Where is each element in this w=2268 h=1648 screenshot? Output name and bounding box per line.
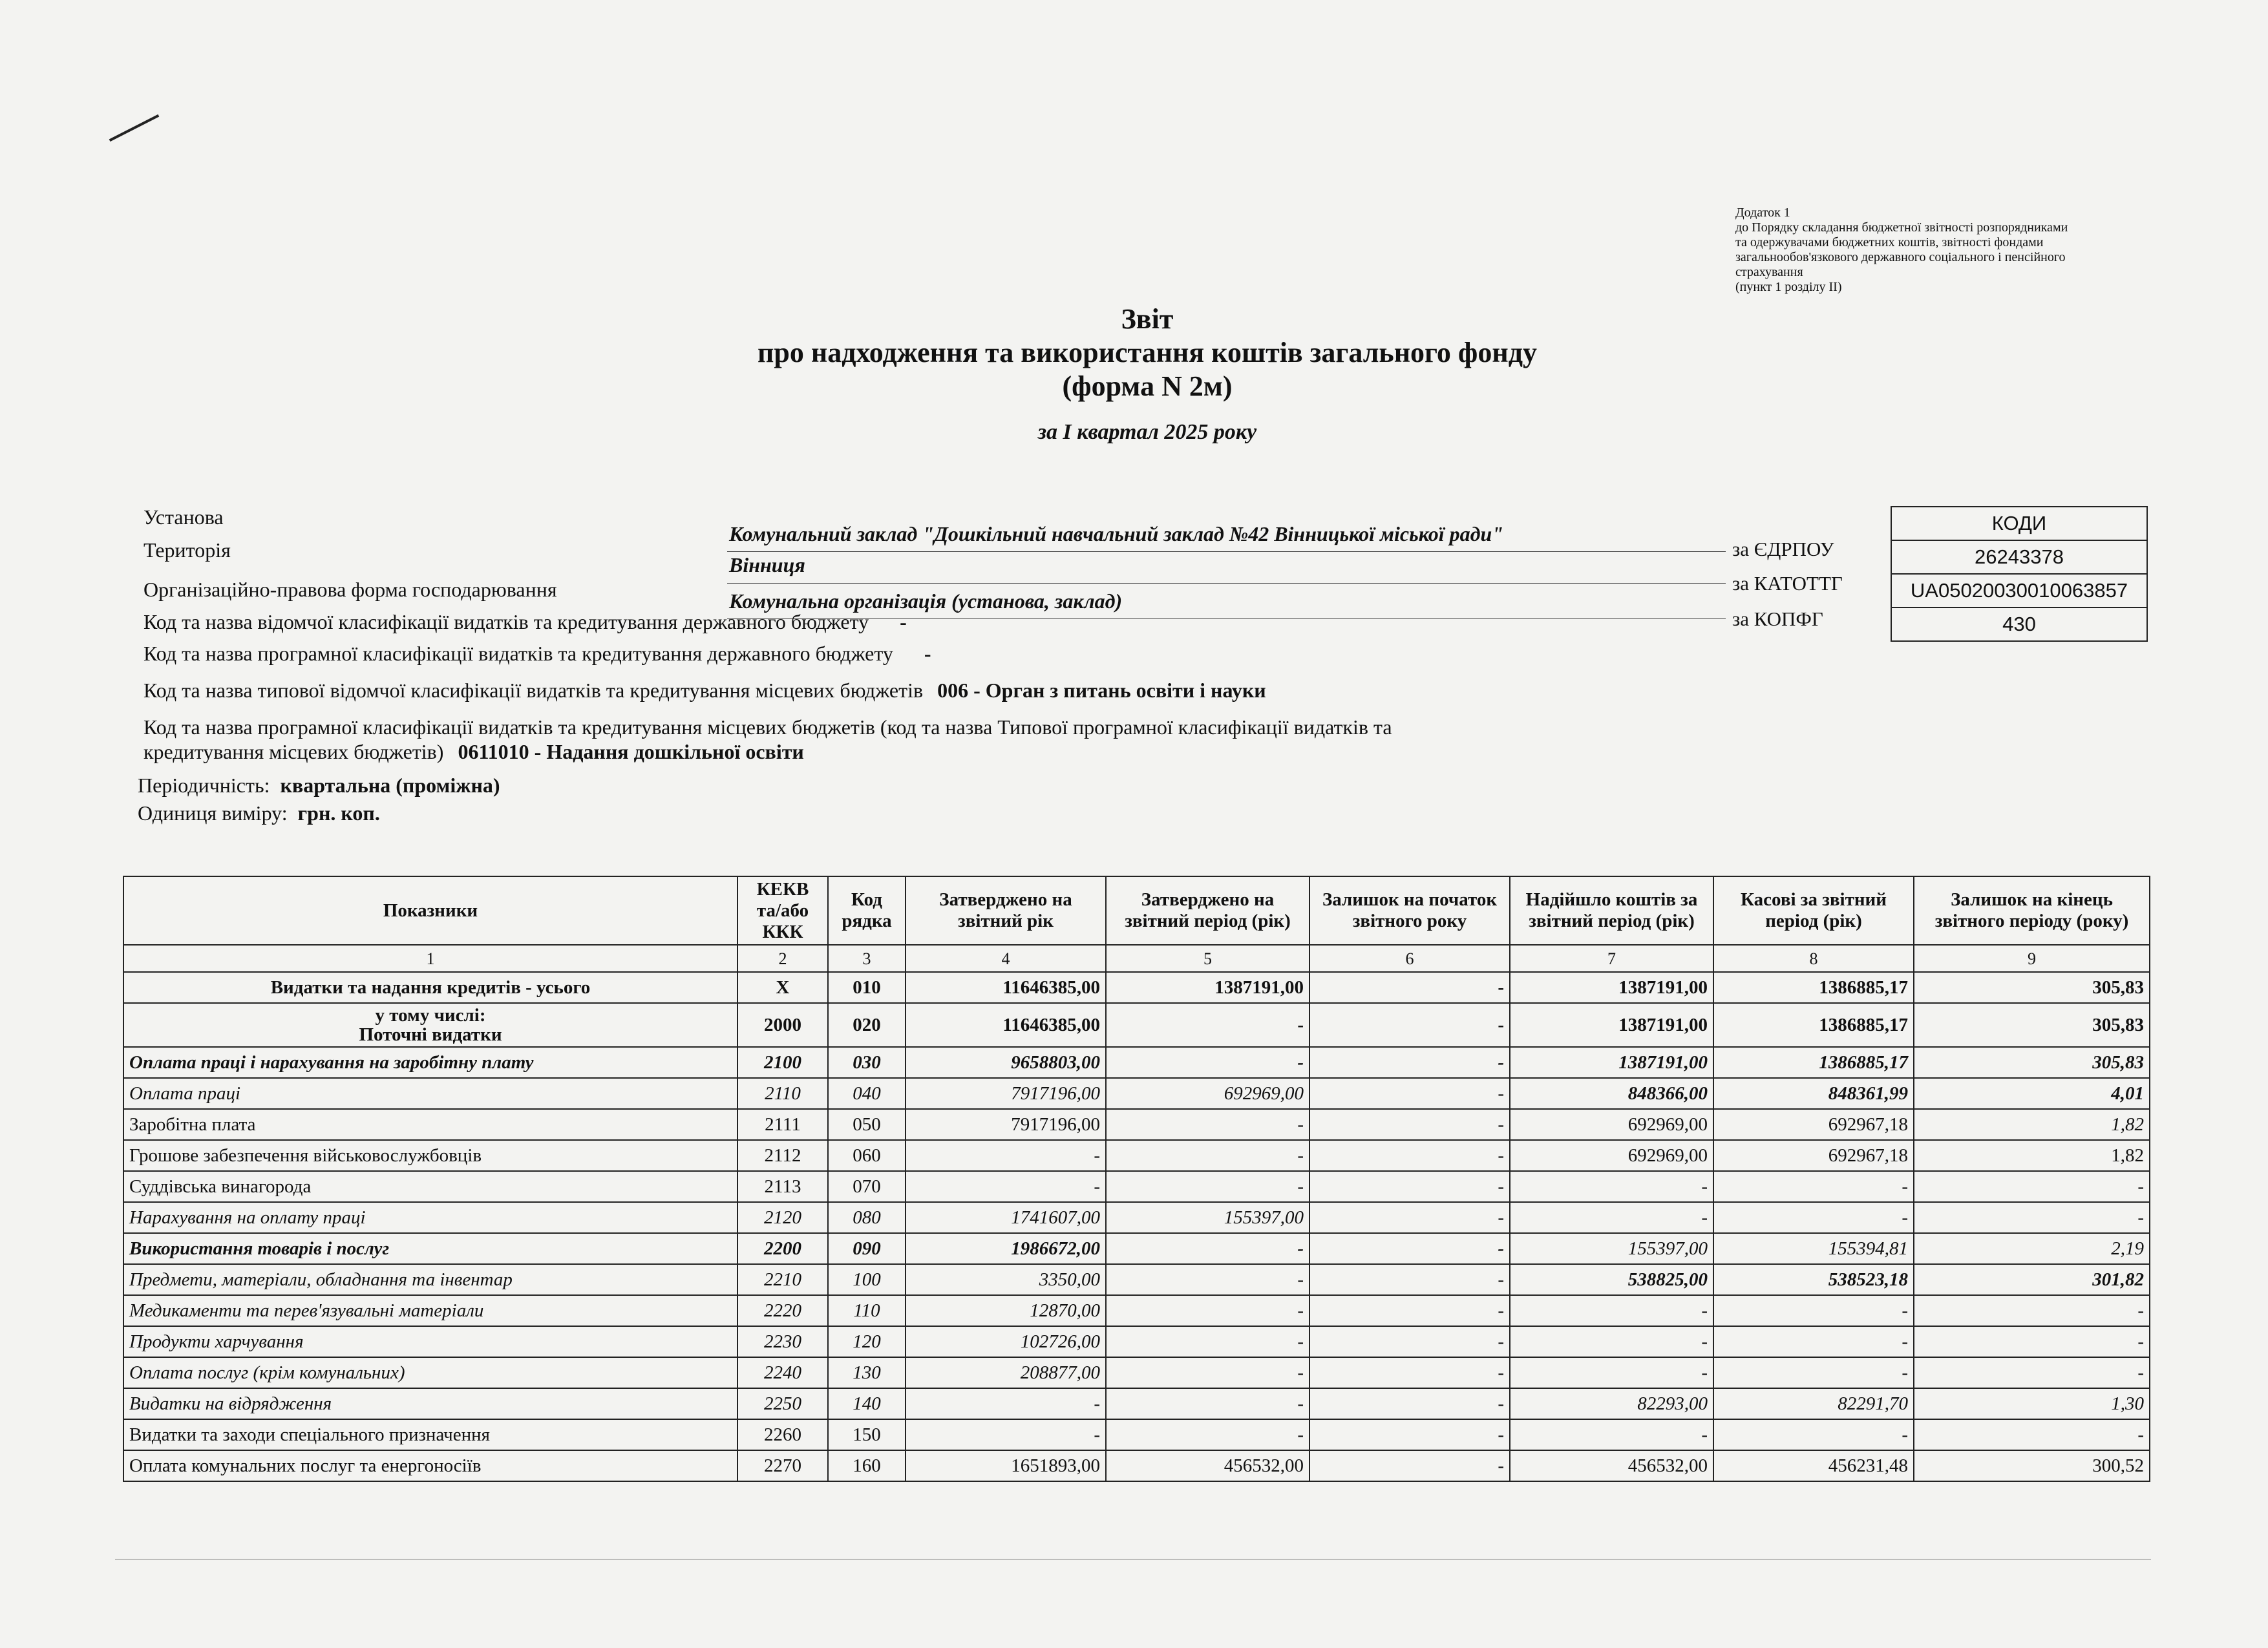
prog-class-label (143, 642, 931, 666)
row-received: 1387191,00 (1510, 1003, 1713, 1047)
row-opening-balance: - (1309, 1109, 1510, 1140)
row-code: 060 (828, 1140, 906, 1171)
row-received: - (1510, 1171, 1713, 1202)
row-code: 020 (828, 1003, 906, 1047)
row-opening-balance: - (1309, 1388, 1510, 1419)
row-kekv: 2200 (737, 1233, 828, 1264)
table-row (123, 1388, 2150, 1419)
row-name: Оплата комунальних послуг та енергоносіїв (123, 1450, 737, 1481)
row-name (123, 1003, 737, 1047)
row-approved-year: 7917196,00 (906, 1109, 1106, 1140)
col-number: 7 (1510, 945, 1713, 972)
row-name: Видатки на відрядження (123, 1388, 737, 1419)
row-approved-year: - (906, 1419, 1106, 1450)
col-header: Затверджено на звітний період (рік) (1106, 876, 1309, 945)
row-approved-period: - (1106, 1264, 1309, 1295)
typical-dept-value: 006 - Орган з питань освіти і науки (937, 679, 1266, 702)
row-received: - (1510, 1202, 1713, 1233)
row-opening-balance: - (1309, 1078, 1510, 1109)
row-opening-balance: - (1309, 972, 1510, 1003)
kopfg-label: за КОПФГ (1732, 607, 1823, 630)
col-number: 2 (737, 945, 828, 972)
row-cash: 155394,81 (1713, 1233, 1914, 1264)
row-cash: 692967,18 (1713, 1140, 1914, 1171)
col-number: 4 (906, 945, 1106, 972)
row-opening-balance: - (1309, 1326, 1510, 1357)
row-cash: 1386885,17 (1713, 1003, 1914, 1047)
row-received: 82293,00 (1510, 1388, 1713, 1419)
col-number: 9 (1914, 945, 2150, 972)
row-closing-balance: - (1914, 1357, 2150, 1388)
row-opening-balance: - (1309, 1264, 1510, 1295)
edrpou-code: 26243378 (1891, 540, 2147, 574)
appendix-line: та одержувачами бюджетних коштів, звітності фондами (1735, 235, 2044, 249)
row-kekv: 2110 (737, 1078, 828, 1109)
row-code: 160 (828, 1450, 906, 1481)
row-cash: - (1713, 1419, 1914, 1450)
row-code: 130 (828, 1357, 906, 1388)
row-name: Нарахування на оплату праці (123, 1202, 737, 1233)
territory-label: Територія (143, 538, 231, 562)
report-table (123, 876, 2150, 1482)
row-closing-balance: 1,82 (1914, 1140, 2150, 1171)
row-code: 090 (828, 1233, 906, 1264)
row-code: 030 (828, 1047, 906, 1078)
row-cash: 848361,99 (1713, 1078, 1914, 1109)
row-approved-period: 456532,00 (1106, 1450, 1309, 1481)
table-row (123, 1140, 2150, 1171)
row-code: 110 (828, 1295, 906, 1326)
row-opening-balance: - (1309, 1357, 1510, 1388)
table-header-row (123, 876, 2150, 945)
col-header: КЕКВ та/або ККК (737, 876, 828, 945)
row-approved-period: - (1106, 1388, 1309, 1419)
col-header: Залишок на кінець звітного періоду (року) (1914, 876, 2150, 945)
row-approved-year: - (906, 1140, 1106, 1171)
pen-mark (109, 114, 160, 142)
table-row (123, 1264, 2150, 1295)
row-opening-balance: - (1309, 1047, 1510, 1078)
row-code: 070 (828, 1171, 906, 1202)
row-approved-year: 9658803,00 (906, 1047, 1106, 1078)
row-opening-balance: - (1309, 1202, 1510, 1233)
edrpou-label: за ЄДРПОУ (1732, 538, 1834, 560)
appendix-note (1735, 206, 2149, 295)
row-opening-balance: - (1309, 1450, 1510, 1481)
row-approved-period: 1387191,00 (1106, 972, 1309, 1003)
appendix-line: до Порядку складання бюджетної звітності розпорядниками (1735, 220, 2068, 235)
table-row (123, 1171, 2150, 1202)
appendix-line: (пункт 1 розділу ІІ) (1735, 280, 1842, 294)
row-kekv: 2230 (737, 1326, 828, 1357)
report-title (646, 302, 1648, 445)
row-closing-balance: 305,83 (1914, 972, 2150, 1003)
row-approved-period: - (1106, 1047, 1309, 1078)
report-period: за I квартал 2025 року (1037, 420, 1257, 444)
row-name: Оплата праці (123, 1078, 737, 1109)
row-approved-year: 102726,00 (906, 1326, 1106, 1357)
row-cash: 692967,18 (1713, 1109, 1914, 1140)
row-closing-balance: 1,82 (1914, 1109, 2150, 1140)
katottg-code: UA05020030010063857 (1891, 574, 2147, 607)
periodicity-row (138, 774, 500, 798)
row-approved-year: - (906, 1171, 1106, 1202)
row-approved-period: 155397,00 (1106, 1202, 1309, 1233)
table-row (123, 1078, 2150, 1109)
row-code: 150 (828, 1419, 906, 1450)
dept-class-label (143, 610, 907, 634)
row-approved-year: 7917196,00 (906, 1078, 1106, 1109)
row-received: - (1510, 1419, 1713, 1450)
row-name: Предмети, матеріали, обладнання та інвентар (123, 1264, 737, 1295)
row-closing-balance: 301,82 (1914, 1264, 2150, 1295)
row-received: 1387191,00 (1510, 972, 1713, 1003)
row-received: 155397,00 (1510, 1233, 1713, 1264)
row-approved-period: - (1106, 1233, 1309, 1264)
row-kekv: 2220 (737, 1295, 828, 1326)
row-code: 080 (828, 1202, 906, 1233)
row-kekv: 2270 (737, 1450, 828, 1481)
table-row (123, 1047, 2150, 1078)
col-header: Код рядка (828, 876, 906, 945)
prog-class-value: - (924, 642, 931, 665)
row-approved-year: 1986672,00 (906, 1233, 1106, 1264)
row-closing-balance: - (1914, 1326, 2150, 1357)
row-closing-balance: 300,52 (1914, 1450, 2150, 1481)
row-approved-period: - (1106, 1357, 1309, 1388)
row-kekv: X (737, 972, 828, 1003)
row-name: Суддівська винагорода (123, 1171, 737, 1202)
table-row (123, 1357, 2150, 1388)
title-line: про надходження та використання коштів загального фонду (758, 337, 1537, 368)
row-cash: 538523,18 (1713, 1264, 1914, 1295)
row-kekv: 2113 (737, 1171, 828, 1202)
col-header: Затверджено на звітний рік (906, 876, 1106, 945)
row-name: Використання товарів і послуг (123, 1233, 737, 1264)
row-closing-balance: 305,83 (1914, 1003, 2150, 1047)
unit-row (138, 801, 380, 825)
table-row (123, 972, 2150, 1003)
table-row (123, 1450, 2150, 1481)
col-number: 6 (1309, 945, 1510, 972)
row-approved-year: 3350,00 (906, 1264, 1106, 1295)
row-closing-balance: - (1914, 1419, 2150, 1450)
row-code: 120 (828, 1326, 906, 1357)
territory-value: Вінниця (729, 553, 805, 576)
row-approved-year: 208877,00 (906, 1357, 1106, 1388)
row-approved-period: - (1106, 1419, 1309, 1450)
table-row (123, 1003, 2150, 1047)
row-code: 140 (828, 1388, 906, 1419)
row-opening-balance: - (1309, 1233, 1510, 1264)
row-cash: - (1713, 1171, 1914, 1202)
periodicity-value: квартальна (проміжна) (280, 774, 500, 797)
row-received: 538825,00 (1510, 1264, 1713, 1295)
row-approved-year: 1741607,00 (906, 1202, 1106, 1233)
row-kekv: 2112 (737, 1140, 828, 1171)
row-closing-balance: - (1914, 1295, 2150, 1326)
row-cash: 82291,70 (1713, 1388, 1914, 1419)
unit-value: грн. коп. (297, 801, 380, 825)
row-name: Видатки та заходи спеціального призначення (123, 1419, 737, 1450)
row-received: - (1510, 1326, 1713, 1357)
org-form-label: Організаційно-правова форма господарювання (143, 578, 557, 601)
row-opening-balance: - (1309, 1140, 1510, 1171)
typical-dept-label (143, 679, 1266, 703)
row-closing-balance: 1,30 (1914, 1388, 2150, 1419)
row-received: - (1510, 1357, 1713, 1388)
col-number: 3 (828, 945, 906, 972)
table-row (123, 1326, 2150, 1357)
row-closing-balance: 4,01 (1914, 1078, 2150, 1109)
appendix-line: страхування (1735, 265, 1803, 279)
local-prog-label-1: Код та назва програмної класифікації видатків та кредитування місцевих бюджетів (код та назва Типової програмної класифікації видатків та (143, 715, 1392, 739)
table-row (123, 1295, 2150, 1326)
row-approved-year: 1651893,00 (906, 1450, 1106, 1481)
row-code: 100 (828, 1264, 906, 1295)
row-name: Медикаменти та перев'язувальні матеріали (123, 1295, 737, 1326)
col-header: Касові за звітний період (рік) (1713, 876, 1914, 945)
row-cash: - (1713, 1295, 1914, 1326)
row-approved-year: 11646385,00 (906, 1003, 1106, 1047)
row-kekv: 2250 (737, 1388, 828, 1419)
row-kekv: 2000 (737, 1003, 828, 1047)
col-number: 1 (123, 945, 737, 972)
title-line: Звіт (1121, 303, 1174, 335)
row-closing-balance: - (1914, 1171, 2150, 1202)
row-name-line: у тому числі: (375, 1005, 486, 1026)
dept-class-text: Код та назва відомчої класифікації видатків та кредитування державного бюджету (143, 610, 869, 633)
row-approved-year: 11646385,00 (906, 972, 1106, 1003)
row-received: 692969,00 (1510, 1109, 1713, 1140)
row-cash: - (1713, 1326, 1914, 1357)
appendix-line: загальнообов'язкового державного соціального і пенсійного (1735, 250, 2066, 264)
table-row (123, 1419, 2150, 1450)
row-approved-period: 692969,00 (1106, 1078, 1309, 1109)
row-opening-balance: - (1309, 1295, 1510, 1326)
row-name-line: Поточні видатки (359, 1024, 502, 1045)
institution-value: Комунальний заклад "Дошкільний навчальний заклад №42 Вінницької міської ради" (729, 522, 1504, 545)
row-name: Продукти харчування (123, 1326, 737, 1357)
row-received: 692969,00 (1510, 1140, 1713, 1171)
row-kekv: 2240 (737, 1357, 828, 1388)
row-approved-period: - (1106, 1326, 1309, 1357)
row-kekv: 2210 (737, 1264, 828, 1295)
row-received: 1387191,00 (1510, 1047, 1713, 1078)
row-name: Оплата праці і нарахування на заробітну плату (123, 1047, 737, 1078)
row-cash: 456231,48 (1713, 1450, 1914, 1481)
field-underline (727, 551, 1726, 552)
typical-dept-text: Код та назва типової відомчої класифікації видатків та кредитування місцевих бюджетів (143, 679, 924, 702)
col-header: Залишок на початок звітного року (1309, 876, 1510, 945)
row-name: Заробітна плата (123, 1109, 737, 1140)
codes-table (1891, 506, 2148, 642)
prog-class-text: Код та назва програмної класифікації видатків та кредитування державного бюджету (143, 642, 893, 665)
row-code: 040 (828, 1078, 906, 1109)
row-approved-period: - (1106, 1140, 1309, 1171)
unit-label: Одиниця виміру: (138, 801, 288, 825)
row-approved-year: - (906, 1388, 1106, 1419)
row-approved-year: 12870,00 (906, 1295, 1106, 1326)
col-header: Показники (123, 876, 737, 945)
institution-label: Установа (143, 505, 224, 529)
row-closing-balance: 2,19 (1914, 1233, 2150, 1264)
row-approved-period: - (1106, 1003, 1309, 1047)
row-opening-balance: - (1309, 1171, 1510, 1202)
row-closing-balance: 305,83 (1914, 1047, 2150, 1078)
title-line: (форма N 2м) (1062, 370, 1233, 402)
column-number-row (123, 945, 2150, 972)
table-row (123, 1202, 2150, 1233)
kopfg-code: 430 (1891, 607, 2147, 641)
local-prog-label-2 (143, 740, 804, 764)
row-approved-period: - (1106, 1109, 1309, 1140)
row-approved-period: - (1106, 1295, 1309, 1326)
col-number: 8 (1713, 945, 1914, 972)
col-header: Надійшло коштів за звітний період (рік) (1510, 876, 1713, 945)
row-received: - (1510, 1295, 1713, 1326)
row-kekv: 2120 (737, 1202, 828, 1233)
row-code: 010 (828, 972, 906, 1003)
row-cash: 1386885,17 (1713, 972, 1914, 1003)
row-kekv: 2111 (737, 1109, 828, 1140)
row-received: 456532,00 (1510, 1450, 1713, 1481)
row-closing-balance: - (1914, 1202, 2150, 1233)
col-number: 5 (1106, 945, 1309, 972)
periodicity-label: Періодичність: (138, 774, 270, 797)
row-name: Видатки та надання кредитів - усього (123, 972, 737, 1003)
row-approved-period: - (1106, 1171, 1309, 1202)
row-opening-balance: - (1309, 1419, 1510, 1450)
org-form-value: Комунальна організація (установа, заклад) (729, 589, 1123, 613)
table-row (123, 1109, 2150, 1140)
row-cash: 1386885,17 (1713, 1047, 1914, 1078)
row-name: Оплата послуг (крім комунальних) (123, 1357, 737, 1388)
field-underline (727, 583, 1726, 584)
row-opening-balance: - (1309, 1003, 1510, 1047)
row-kekv: 2260 (737, 1419, 828, 1450)
row-cash: - (1713, 1202, 1914, 1233)
dept-class-value: - (900, 610, 907, 633)
table-row (123, 1233, 2150, 1264)
row-received: 848366,00 (1510, 1078, 1713, 1109)
row-cash: - (1713, 1357, 1914, 1388)
row-kekv: 2100 (737, 1047, 828, 1078)
codes-header: КОДИ (1891, 507, 2147, 540)
local-prog-text: кредитування місцевих бюджетів) (143, 740, 444, 763)
local-prog-value: 0611010 - Надання дошкільної освіти (458, 740, 804, 763)
row-name: Грошове забезпечення військовослужбовців (123, 1140, 737, 1171)
appendix-line: Додаток 1 (1735, 206, 1790, 220)
row-code: 050 (828, 1109, 906, 1140)
katottg-label: за КАТОТТГ (1732, 572, 1843, 595)
